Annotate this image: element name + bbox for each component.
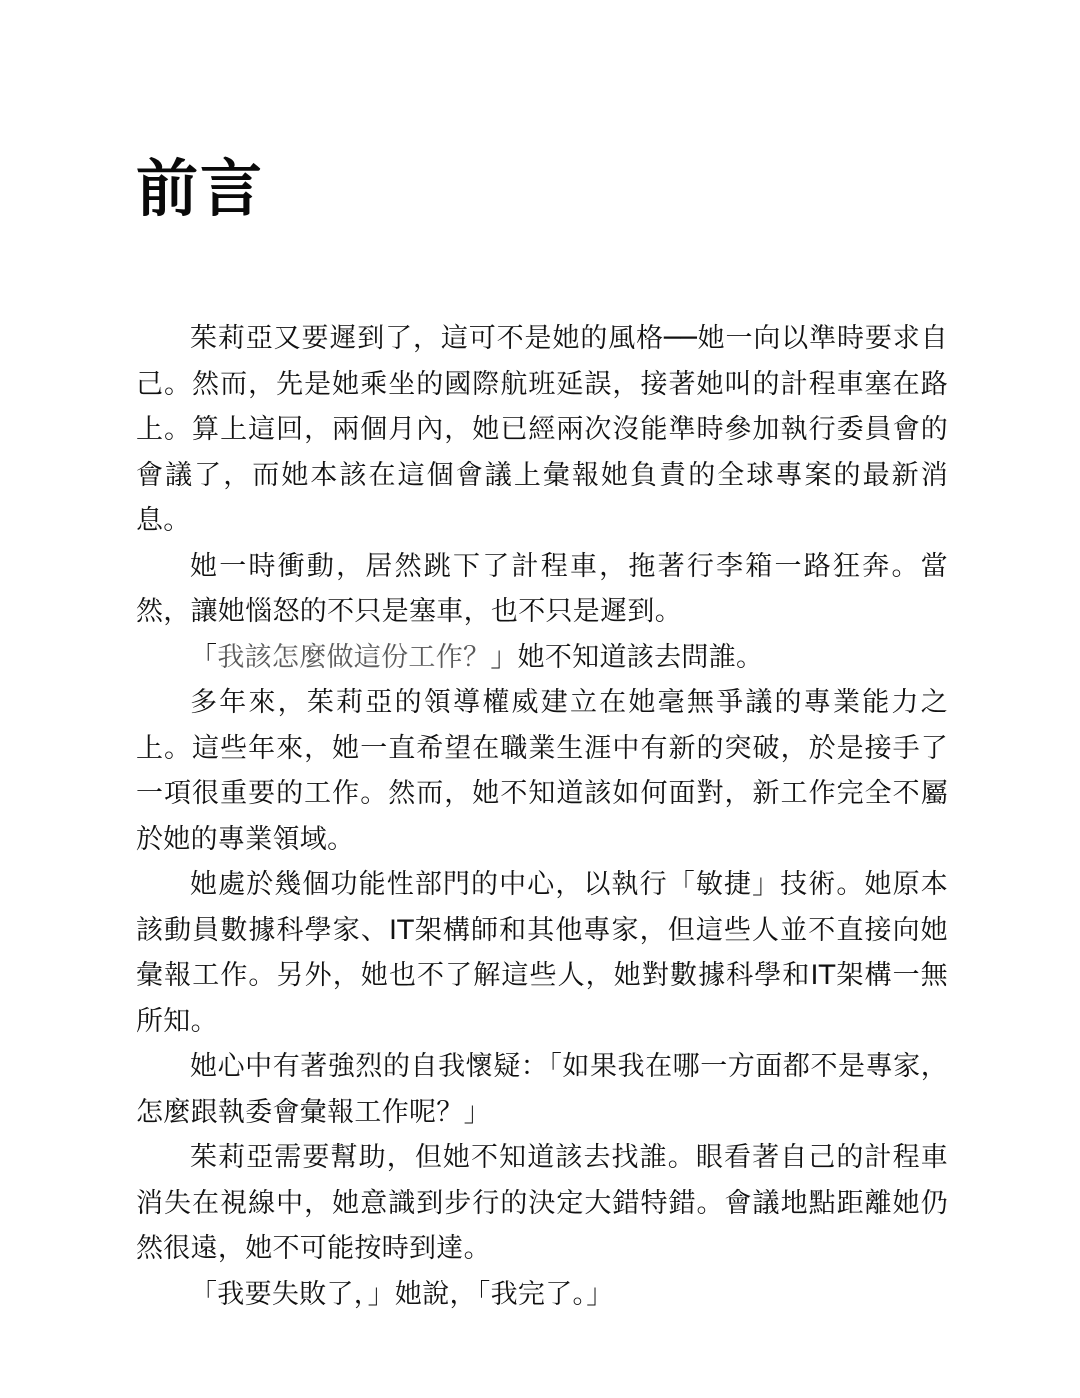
body-text bbox=[136, 316, 948, 1317]
chapter-title: 前言 bbox=[136, 152, 265, 225]
paragraph-3 bbox=[136, 635, 948, 681]
paragraph-1: 茱莉亞又要遲到了，這可不是她的風格──她一向以準時要求自己。然而，先是她乘坐的國際航班延誤，接著她叫的計程車塞在路上。算上這回，兩個月內，她已經兩次沒能準時參加執行委員會的會議了，而她本該在這個會議上彙報她負責的全球專案的最新消息。 bbox=[136, 323, 948, 536]
quote-open-mark: 「 bbox=[190, 641, 218, 673]
paragraph-2: 她一時衝動，居然跳下了計程車，拖著行李箱一路狂奔。當然，讓她惱怒的不只是塞車，也不只是遲到。 bbox=[136, 550, 948, 627]
paragraph-6: 她心中有著強烈的自我懷疑：「如果我在哪一方面都不是專家，怎麼跟執委會彙報工作呢？」 bbox=[136, 1051, 948, 1128]
paragraph-8: 「我要失敗了，」她說，「我完了。」 bbox=[190, 1278, 614, 1310]
paragraph-4: 多年來，茱莉亞的領導權威建立在她毫無爭議的專業能力之上。這些年來，她一直希望在職業生涯中有新的突破，於是接手了一項很重要的工作。然而，她不知道該如何面對，新工作完全不屬於她的專業領域。 bbox=[136, 687, 948, 855]
paragraph-7: 茱莉亞需要幫助，但她不知道該去找誰。眼看著自己的計程車消失在視線中，她意識到步行的決定大錯特錯。會議地點距離她仍然很遠，她不可能按時到達。 bbox=[136, 1142, 948, 1264]
quote-rest: 」她不知道該去問誰。 bbox=[490, 641, 764, 673]
paragraph-5: 她處於幾個功能性部門的中心，以執行「敏捷」技術。她原本該動員數據科學家、IT架構師和其他專家，但這些人並不直接向她彙報工作。另外，她也不了解這些人，她對數據科學和IT架構一無所知。 bbox=[136, 869, 948, 1037]
quote-question: 我該怎麼做這份工作？ bbox=[217, 641, 491, 673]
